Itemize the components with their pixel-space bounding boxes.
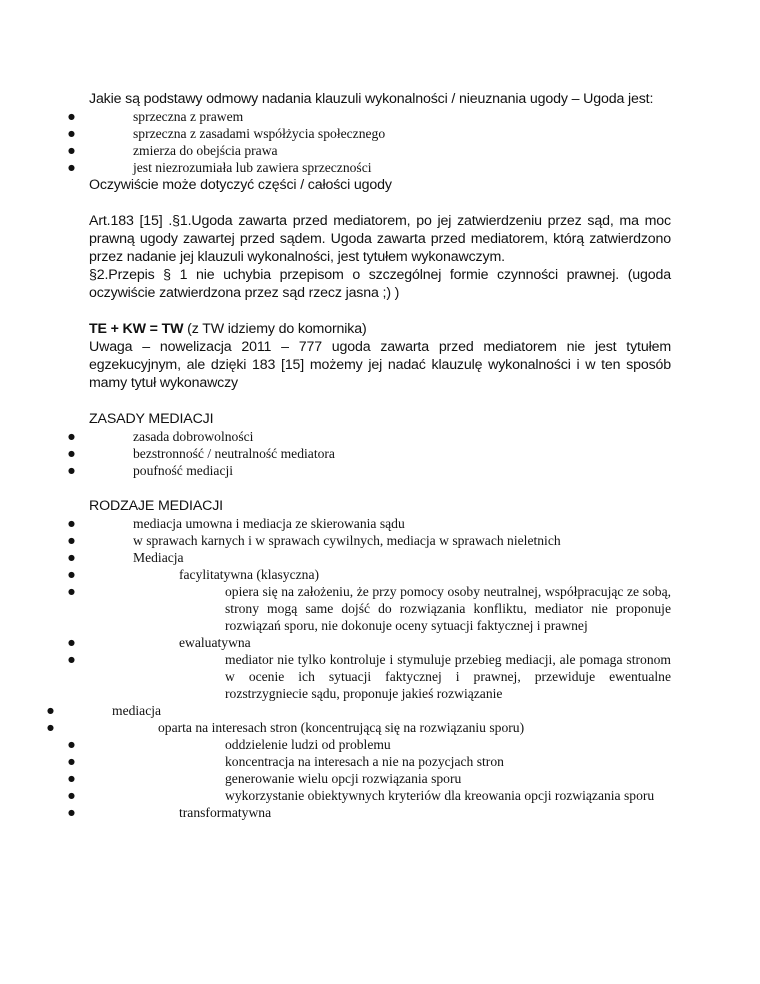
- list-item: ● Mediacja: [89, 549, 671, 566]
- list-item: ● facylitatywna (klasyczna): [89, 566, 671, 583]
- question-text: Jakie są podstawy odmowy nadania klauzuli wykonalności / nieuznania ugody – Ugoda jest:: [89, 91, 654, 107]
- note-text: Oczywiście może dotyczyć części / całości ugody: [89, 177, 392, 193]
- list-item: ● poufność mediacji: [89, 462, 671, 479]
- list-item: ● wykorzystanie obiektywnych kryteriów dla kreowania opcji rozwiązania sporu: [89, 787, 671, 804]
- rodzaje-list: [89, 515, 671, 821]
- list-item: ● zmierza do obejścia prawa: [89, 142, 671, 159]
- list-item: ● oddzielenie ludzi od problemu: [89, 736, 671, 753]
- list-item: ● zasada dobrowolności: [89, 428, 671, 445]
- list-item: ● mediacja: [68, 702, 671, 719]
- list-item: ● opiera się na założeniu, że przy pomocy osoby neutralnej, współpracując ze sobą, strony mogą same dojść do rozwiązania konfliktu, mediator nie proponuje rozwiązań sporu, nie dokonuje oceny sytuacji faktycznej i prawnej: [89, 583, 671, 634]
- zasady-heading: ZASADY MEDIACJI: [89, 411, 214, 427]
- refusal-grounds-list: [89, 108, 671, 176]
- list-item: ● ewaluatywna: [89, 634, 671, 651]
- list-item: ● mediator nie tylko kontroluje i stymuluje przebieg mediacji, ale pomaga stronom w ocenie ich sytuacji faktycznej i prawnej, przewiduje ewentualne rozstrzygniecie sądu, proponuje jakieś rozwiązanie: [89, 651, 671, 702]
- list-item: ● transformatywna: [89, 804, 671, 821]
- document-page: [89, 90, 671, 821]
- list-item: ● sprzeczna z zasadami współżycia społecznego: [89, 125, 671, 142]
- list-item: ● oparta na interesach stron (koncentrującą się na rozwiązaniu sporu): [68, 719, 671, 736]
- list-item: ● w sprawach karnych i w sprawach cywilnych, mediacja w sprawach nieletnich: [89, 532, 671, 549]
- list-item: ● jest niezrozumiała lub zawiera sprzeczności: [89, 159, 671, 176]
- rodzaje-heading: RODZAJE MEDIACJI: [89, 498, 223, 514]
- list-item: ● sprzeczna z prawem: [89, 108, 671, 125]
- formula-line: [89, 320, 671, 338]
- warning-paragraph: Uwaga – nowelizacja 2011 – 777 ugoda zawarta przed mediatorem nie jest tytułem egzekucyjnym, ale dzięki 183 [15] możemy jej nadać klauzulę wykonalności i w ten sposób mamy tytuł wykonawczy: [89, 339, 671, 391]
- list-item: ● koncentracja na interesach a nie na pozycjach stron: [89, 753, 671, 770]
- list-item: ● bezstronność / neutralność mediatora: [89, 445, 671, 462]
- list-item: ● generowanie wielu opcji rozwiązania sporu: [89, 770, 671, 787]
- formula-bold: TE + KW = TW: [89, 321, 184, 337]
- article-paragraph-1: Art.183 [15] .§1.Ugoda zawarta przed mediatorem, po jej zatwierdzeniu przez sąd, ma moc prawną ugody zawartej przed sądem. Ugoda zawarta przed mediatorem, którą zatwierdzono przez nadanie jej klauzuli wykonalności, jest tytułem wykonawczym.: [89, 213, 671, 265]
- zasady-list: [89, 428, 671, 479]
- list-item: ● mediacja umowna i mediacja ze skierowania sądu: [89, 515, 671, 532]
- formula-rest: (z TW idziemy do komornika): [183, 321, 367, 337]
- article-paragraph-2: §2.Przepis § 1 nie uchybia przepisom o szczególnej formie czynności prawnej. (ugoda oczywiście zatwierdzona przez sąd rzecz jasna ;) ): [89, 267, 671, 301]
